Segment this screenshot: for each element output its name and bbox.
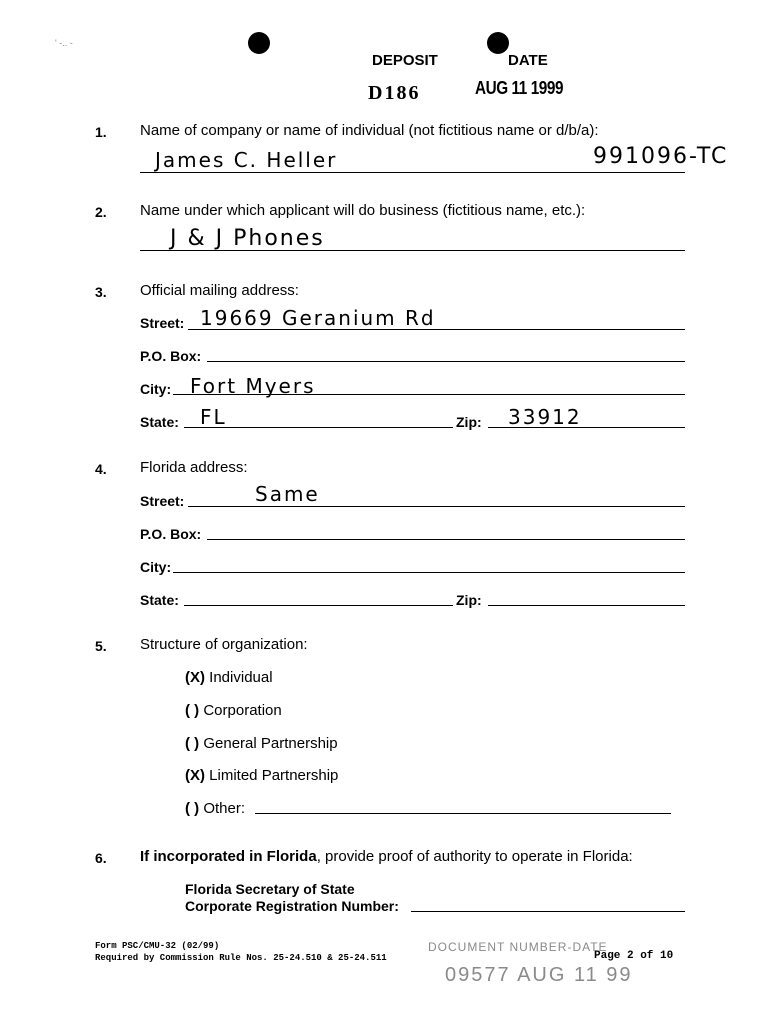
q3-zip-line — [488, 427, 685, 428]
q3-state-value: FL — [200, 405, 227, 429]
scan-speck: ' -.. - — [55, 38, 73, 48]
q4-label: Florida address: — [140, 459, 248, 476]
q5-other-line — [255, 813, 671, 814]
footer-page: Page 2 of 10 — [594, 950, 674, 962]
q4-city-label: City: — [140, 559, 172, 575]
q1-line — [140, 172, 685, 173]
checkbox-mark: (X) — [185, 669, 205, 686]
q3-zip-value: 33912 — [508, 405, 582, 429]
q3-zip-label: Zip: — [456, 414, 482, 430]
q4-street-label: Street: — [140, 493, 185, 509]
footer-required: Required by Commission Rule Nos. 25-24.510 & 25-24.511 — [95, 953, 387, 963]
footer-doc-stamp: DOCUMENT NUMBER-DATE — [428, 940, 608, 954]
q4-state-label: State: — [140, 592, 179, 608]
q6-label-bold: If incorporated in Florida — [140, 848, 317, 865]
q4-pobox-line — [207, 539, 685, 540]
checkbox-mark: ( ) — [185, 702, 200, 719]
q3-street-line — [188, 329, 685, 330]
q4-zip-line — [488, 605, 685, 606]
checkbox-mark: ( ) — [185, 735, 200, 752]
footer-form: Form PSC/CMU-32 (02/99) — [95, 941, 220, 951]
q3-street-value: 19669 Geranium Rd — [200, 306, 436, 330]
q2-number: 2. — [95, 204, 107, 220]
deposit-label: DEPOSIT — [372, 52, 438, 69]
q6-registration-line — [411, 911, 685, 912]
punch-hole-right — [487, 32, 509, 54]
q1-reference: 991096-TC — [593, 144, 729, 169]
q5-number: 5. — [95, 638, 107, 654]
q6-sub2: Corporate Registration Number: — [185, 898, 399, 914]
q5-label: Structure of organization: — [140, 636, 308, 653]
q6-label-rest: , provide proof of authority to operate in Florida: — [316, 848, 633, 865]
q4-pobox-label: P.O. Box: — [140, 526, 202, 542]
deposit-number: D186 — [368, 82, 421, 104]
q3-street-label: Street: — [140, 315, 185, 331]
option-label: Limited Partnership — [209, 767, 339, 784]
checkbox-mark: ( ) — [185, 800, 200, 817]
q6-number: 6. — [95, 850, 107, 866]
q4-city-line — [173, 572, 685, 573]
footer-doc-number: 09577 AUG 11 99 — [445, 964, 633, 986]
q6-label — [140, 848, 633, 865]
q4-number: 4. — [95, 461, 107, 477]
q5-option-limited-partnership[interactable] — [185, 767, 338, 784]
q3-state-line — [184, 427, 453, 428]
punch-hole-left — [248, 32, 270, 54]
date-label: DATE — [508, 52, 548, 69]
q5-option-other[interactable] — [185, 800, 245, 817]
q2-label: Name under which applicant will do business (fictitious name, etc.): — [140, 202, 586, 219]
q1-number: 1. — [95, 124, 107, 140]
q4-street-value: Same — [255, 482, 320, 506]
q2-line — [140, 250, 685, 251]
option-label: General Partnership — [203, 735, 338, 752]
q3-number: 3. — [95, 284, 107, 300]
option-label: Corporation — [203, 702, 282, 719]
deposit-date: AUG 11 1999 — [475, 78, 564, 98]
q3-city-line — [173, 394, 685, 395]
q1-value: James C. Heller — [155, 148, 338, 172]
q5-option-general-partnership[interactable] — [185, 735, 338, 752]
q4-state-line — [184, 605, 453, 606]
q3-city-label: City: — [140, 381, 172, 397]
q3-label: Official mailing address: — [140, 282, 299, 299]
q2-value: J & J Phones — [170, 226, 325, 251]
option-label: Individual — [209, 669, 273, 686]
option-label: Other: — [203, 800, 246, 817]
q4-street-line — [188, 506, 685, 507]
q3-state-label: State: — [140, 414, 179, 430]
q3-city-value: Fort Myers — [190, 374, 316, 398]
q5-option-corporation[interactable] — [185, 702, 282, 719]
q3-pobox-line — [207, 361, 685, 362]
q3-pobox-label: P.O. Box: — [140, 348, 202, 364]
checkbox-mark: (X) — [185, 767, 205, 784]
q6-sub1: Florida Secretary of State — [185, 881, 355, 897]
q5-option-individual[interactable] — [185, 669, 273, 686]
q4-zip-label: Zip: — [456, 592, 482, 608]
q1-label: Name of company or name of individual (not fictitious name or d/b/a): — [140, 122, 599, 139]
